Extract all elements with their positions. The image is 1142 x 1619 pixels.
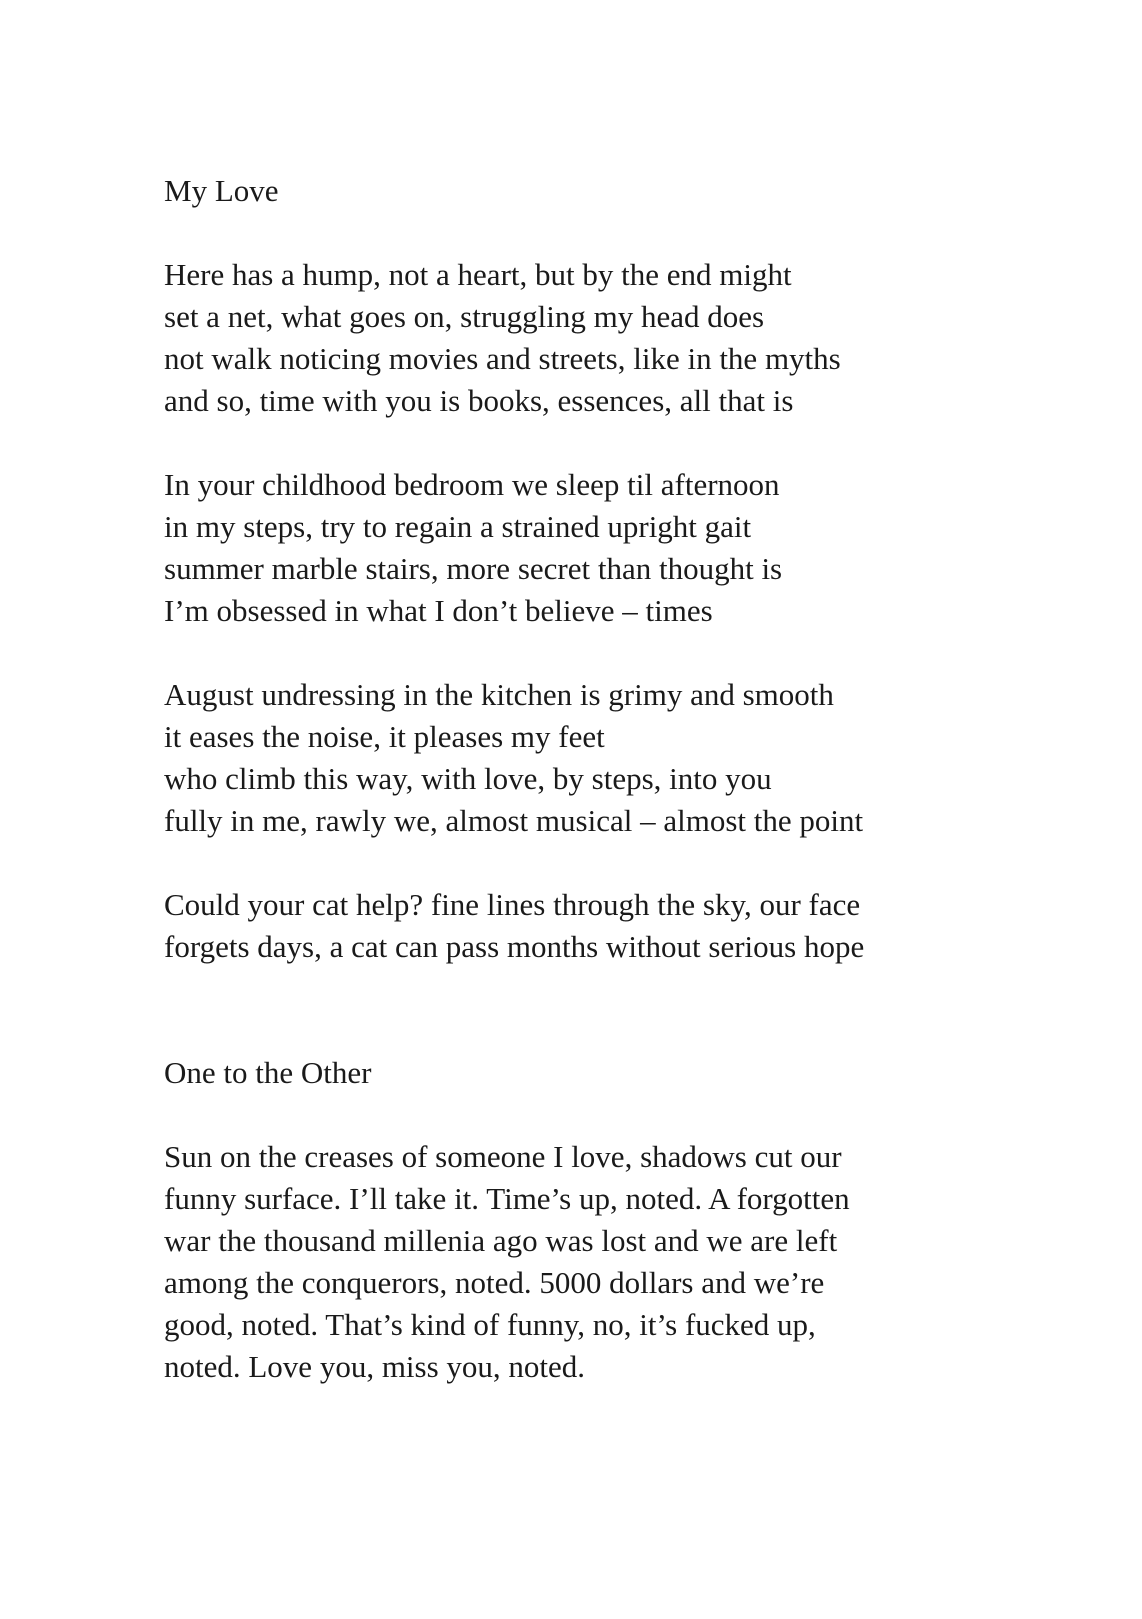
poem-line: In your childhood bedroom we sleep til afternoon [164, 467, 780, 502]
poem-line: in my steps, try to regain a strained upright gait [164, 509, 752, 544]
poem-line: fully in me, rawly we, almost musical – almost the point [164, 803, 864, 838]
stanza [164, 464, 864, 632]
stanza [164, 1136, 864, 1388]
poem-line: Could your cat help? fine lines through the sky, our face [164, 887, 861, 922]
poem-one-to-the-other [164, 1052, 864, 1388]
poem-line: it eases the noise, it pleases my feet [164, 719, 605, 754]
poem-line: good, noted. That’s kind of funny, no, it’s fucked up, [164, 1307, 816, 1342]
stanza [164, 884, 864, 968]
poem-line: who climb this way, with love, by steps, into you [164, 761, 772, 796]
page-content [164, 170, 864, 1388]
poem-line: Sun on the creases of someone I love, shadows cut our [164, 1139, 842, 1174]
stanza [164, 254, 864, 422]
poem-line: set a net, what goes on, struggling my head does [164, 299, 765, 334]
poem-title: One to the Other [164, 1055, 372, 1090]
poem-line: noted. Love you, miss you, noted. [164, 1349, 586, 1384]
poem-line: war the thousand millenia ago was lost and we are left [164, 1223, 838, 1258]
poem-line: forgets days, a cat can pass months without serious hope [164, 929, 865, 964]
stanza [164, 674, 864, 842]
poem-my-love [164, 170, 864, 968]
poem-line: August undressing in the kitchen is grimy and smooth [164, 677, 834, 712]
poem-title: My Love [164, 173, 279, 208]
poem-line: I’m obsessed in what I don’t believe – times [164, 593, 713, 628]
poem-line: among the conquerors, noted. 5000 dollars and we’re [164, 1265, 825, 1300]
poem-line: Here has a hump, not a heart, but by the end might [164, 257, 792, 292]
poem-line: summer marble stairs, more secret than thought is [164, 551, 783, 586]
poem-line: and so, time with you is books, essences, all that is [164, 383, 794, 418]
poem-line: not walk noticing movies and streets, like in the myths [164, 341, 841, 376]
poem-line: funny surface. I’ll take it. Time’s up, noted. A forgotten [164, 1181, 850, 1216]
